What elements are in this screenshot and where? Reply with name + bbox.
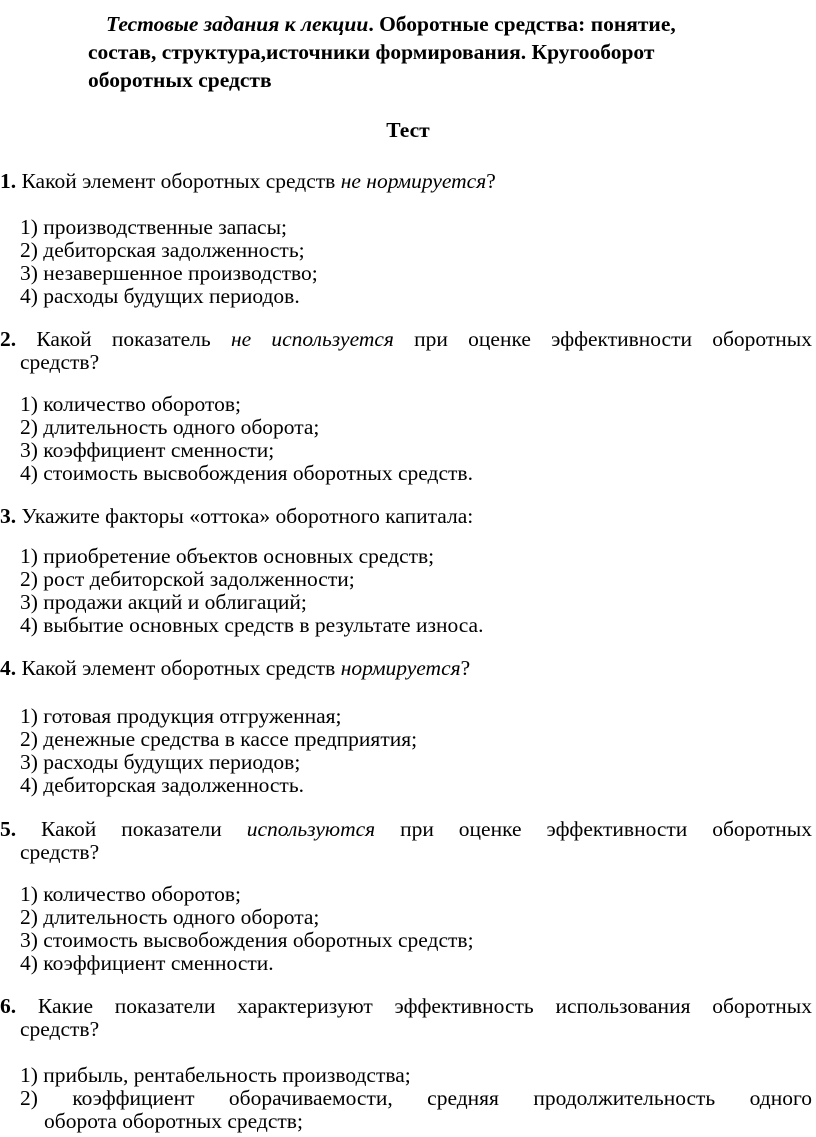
option: 2) дебиторская задолженность; [20, 238, 305, 262]
section-heading: Тест [386, 118, 430, 142]
question-emphasis: используются [246, 817, 376, 841]
question-2-options [20, 393, 812, 485]
question-number: 4. [0, 656, 17, 680]
option: 2) денежные средства в кассе предприятия; [20, 727, 418, 751]
question-number: 6. [0, 994, 17, 1018]
question-2 [0, 328, 816, 374]
option: 1) готовая продукция отгруженная; [20, 704, 342, 728]
question-emphasis: не нормируется [340, 169, 487, 193]
question-6-options [20, 1064, 812, 1133]
question-number: 2. [0, 327, 17, 351]
option: 1) приобретение объектов основных средств; [20, 544, 435, 568]
question-1 [0, 170, 816, 193]
option: 4) расходы будущих периодов. [20, 284, 300, 308]
question-emphasis: не используется [230, 327, 394, 351]
option: 1) прибыль, рентабельность производства; [20, 1063, 411, 1087]
title-line-2: состав, структура,источники формирования. Кругооборот [88, 40, 655, 64]
option: 4) дебиторская задолженность. [20, 773, 304, 797]
question-text-end: ? [486, 169, 496, 193]
option: 3) стоимость высвобождения оборотных средств; [20, 928, 474, 952]
question-number: 3. [0, 504, 17, 528]
question-3-options [20, 545, 812, 637]
question-text-continued: средств? [20, 1017, 100, 1041]
question-text-continued: средств? [20, 840, 100, 864]
question-emphasis: нормируется [340, 656, 461, 680]
question-text-continued: средств? [20, 350, 100, 374]
title-line-3: оборотных средств [88, 68, 272, 92]
option: 2) рост дебиторской задолженности; [20, 567, 355, 591]
question-5 [0, 818, 816, 864]
option: 2) длительность одного оборота; [20, 415, 320, 439]
option: 4) стоимость высвобождения оборотных средств. [20, 461, 473, 485]
question-text: Укажите факторы «оттока» оборотного капитала: [16, 504, 474, 528]
question-6 [0, 995, 816, 1041]
question-text: Какой показатель [16, 327, 231, 351]
question-5-options [20, 883, 812, 975]
option: 3) незавершенное производство; [20, 261, 318, 285]
option: 3) продажи акций и облигаций; [20, 590, 307, 614]
question-text: Какой элемент оборотных средств [16, 169, 341, 193]
option: 1) количество оборотов; [20, 882, 241, 906]
question-4-options [20, 705, 812, 797]
title-italic: Тестовые задания к лекции [106, 12, 369, 36]
question-text: Какой элемент оборотных средств [16, 656, 341, 680]
question-text-end: ? [460, 656, 471, 680]
question-text: Какой показатели [16, 817, 247, 841]
question-text-end: при оценке эффективности оборотных [393, 327, 812, 351]
document-title [88, 10, 788, 94]
option-continued: оборота оборотных средств; [44, 1109, 303, 1133]
question-3 [0, 505, 816, 528]
question-number: 5. [0, 817, 17, 841]
question-number: 1. [0, 169, 17, 193]
option: 4) коэффициент сменности. [20, 951, 274, 975]
question-text: Какие показатели характеризуют эффективность использования оборотных [16, 994, 812, 1018]
question-4 [0, 657, 816, 680]
question-1-options [20, 216, 812, 308]
option: 1) производственные запасы; [20, 215, 288, 239]
option: 2) длительность одного оборота; [20, 905, 320, 929]
option: 2) коэффициент оборачиваемости, средняя продолжительность одного [20, 1086, 812, 1110]
option: 3) расходы будущих периодов; [20, 750, 301, 774]
option: 1) количество оборотов; [20, 392, 241, 416]
question-text-end: при оценке эффективности оборотных [375, 817, 813, 841]
option: 4) выбытие основных средств в результате износа. [20, 613, 484, 637]
option: 3) коэффициент сменности; [20, 438, 275, 462]
title-bold-1: . Оборотные средства: понятие, [368, 12, 676, 36]
